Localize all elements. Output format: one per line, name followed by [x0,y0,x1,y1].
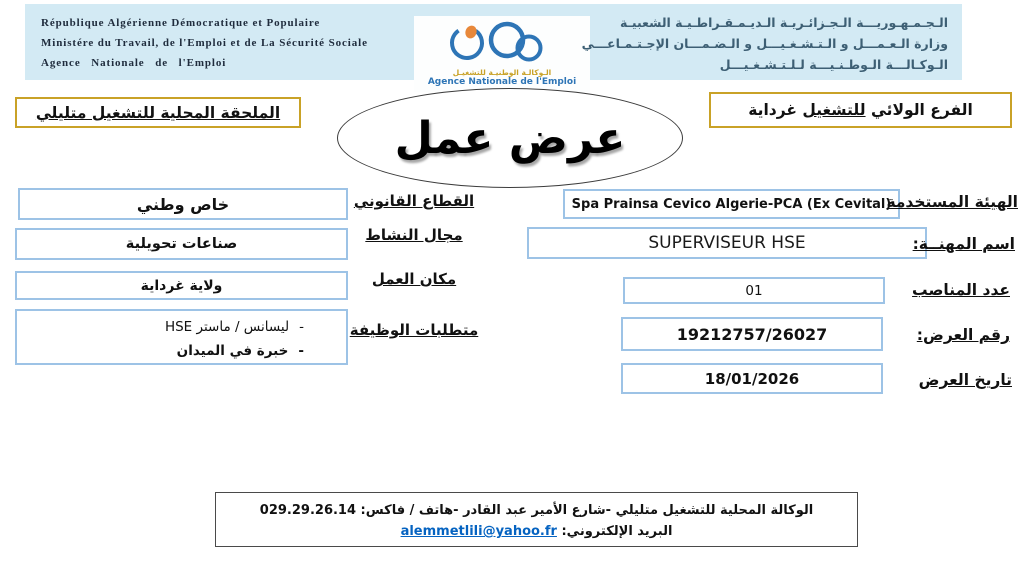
legal-sector-label: القطاع القانوني [353,192,475,210]
anem-logo-caption-arabic: الـوكالـة الوطنيـة للتشغيـل [452,68,552,77]
offer-number-value: 19212757/26027 [676,324,828,344]
agency-contact-footer [215,492,858,547]
activity-field-value: صناعات تحويلية [125,236,238,252]
anem-logo-caption-french: Agence Nationale de l'Emploi [427,77,577,87]
email-link[interactable]: alemmetlili@yahoo.fr [400,524,557,539]
job-title-label: اسم المهنــة: [912,235,1015,253]
work-location-value-box [15,271,348,300]
job-requirements-label: متطلبات الوظيفة [349,321,479,339]
local-annex-label: الملحقة المحلية للتشغيل متليلي [35,103,281,122]
legal-sector-value-box [18,188,348,220]
work-location-value: ولاية غرداية [140,277,223,294]
work-location-label: مكان العمل [371,270,457,288]
legal-sector-value: خاص وطني [136,194,230,214]
job-offer-title-ellipse [337,88,683,188]
requirement-text: ليسانس / ماستر HSE [164,319,290,335]
offer-number-label: رقم العرض: [916,326,1010,344]
offer-date-label: تاريخ العرض [918,371,1012,389]
local-annex-box [15,97,301,128]
wilaya-branch-box [709,92,1012,128]
republic-title-fr: République Algérienne Démocratique et Populaire [41,17,321,29]
positions-count-value: 01 [745,282,763,299]
ministry-title-ar: وزارة الـعـمـــل و الـتـشـغـيـــل و الـضـمـــان الإجـتـمـاعـــي [581,36,948,51]
employer-label: الهيئة المستخدمة [886,193,1018,211]
agency-title-ar: الـوكـالـــة الـوطـنـيـــة لـلـتـشـغـيـــل [719,57,948,72]
republic-title-ar: الـجـمـهـوريـــة الـجـزائـريـة الـديـمـقـراطـيـة الشعبيـة [619,15,948,30]
wilaya-branch-underlined: للتشغيل [802,101,866,119]
wilaya-branch-label [748,101,973,119]
agency-title-fr: Agence Nationale de l'Emploi [41,57,227,69]
anem-logo-icon [441,18,563,64]
requirement-item [25,315,304,339]
offer-date-value: 18/01/2026 [704,369,800,388]
offer-number-value-box [621,317,883,351]
wilaya-branch-suffix: غرداية [748,101,803,119]
header-french-block [41,13,368,73]
requirement-text: خبرة في الميدان [176,343,289,359]
job-title-value-box [527,227,927,259]
positions-count-value-box [623,277,885,304]
ministry-title-fr: Ministére du Travail, de l'Emploi et de La Sécurité Sociale [41,37,368,49]
anem-logo [414,16,590,92]
positions-count-label: عدد المناصب [912,281,1010,299]
header-band [25,4,962,87]
page-title: عرض عمل [394,112,626,164]
employer-value-box [563,189,900,219]
job-title-value: SUPERVISEUR HSE [648,233,806,253]
activity-field-label: مجال النشاط [365,226,463,244]
agency-address-line: الوكالة المحلية للتشغيل متليلي -شارع الأمير عبد القادر -هاتف / فاكس: 029.29.26.14 [259,503,814,518]
dash-bullet: - [299,319,304,335]
agency-email-line [216,521,857,542]
activity-field-value-box [15,228,348,260]
dash-bullet: - [298,343,304,359]
employer-value: Spa Prainsa Cevico Algerie-PCA (Ex Cevital) [571,196,892,212]
offer-date-value-box [621,363,883,394]
email-label: البريد الإلكتروني: [561,524,673,539]
job-requirements-value-box [15,309,348,365]
wilaya-branch-prefix: الفرع الولائي [865,101,973,119]
requirement-item [25,339,304,363]
header-arabic-block [582,12,948,75]
